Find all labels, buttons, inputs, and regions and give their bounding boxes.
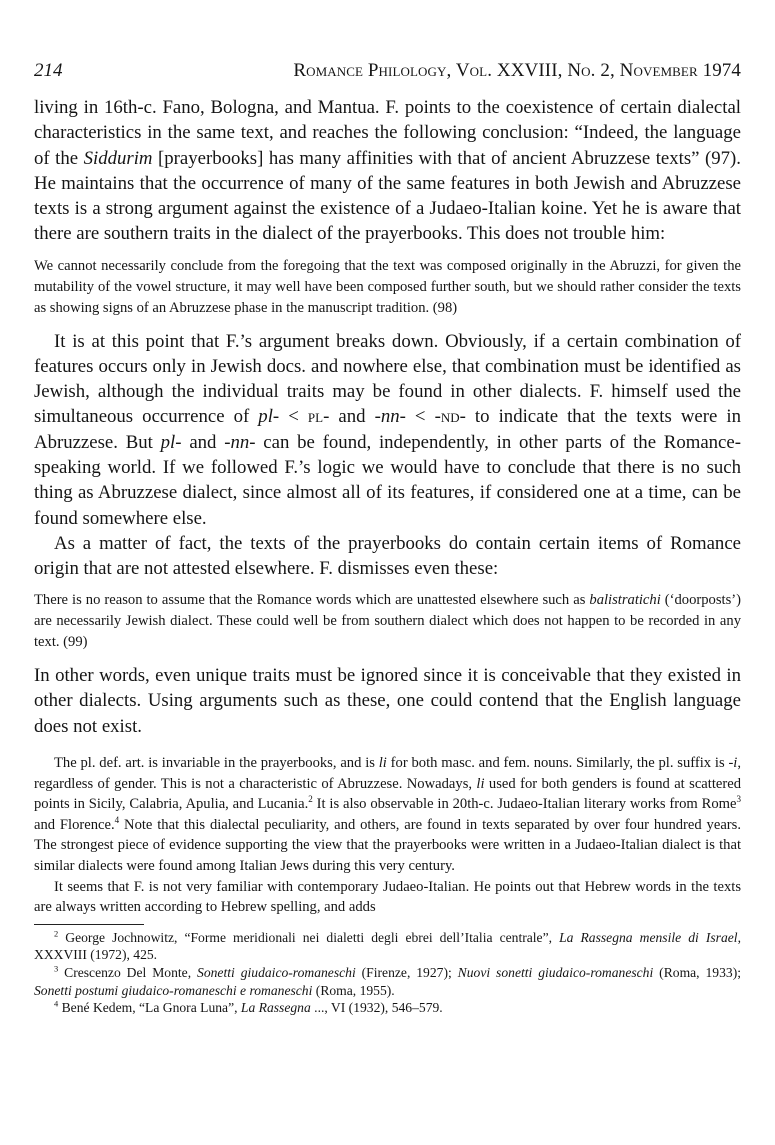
paragraph-6: It seems that F. is not very familiar with contemporary Judaeo-Italian. He points out that Hebrew words in the texts are always written according to Hebrew spelling, and adds [34, 878, 741, 916]
footnote-divider [34, 924, 144, 925]
running-title: Romance Philology, Vol. XXVIII, No. 2, November 1974 [293, 60, 741, 81]
paragraph-4: In other words, even unique traits must be ignored since it is conceivable that they existed in other dialects. Using arguments such as these, one could contend that the English language does not exist. [34, 665, 741, 737]
paragraph-5: The pl. def. art. is invariable in the prayerbooks, and is li for both masc. and fem. nouns. Similarly, the pl. suffix is -i, regardless of gender. This is not a characteristic of Abruzzese. Nowadays, li used for both genders is found at scattered points in Sicily, Calabria, Apulia, and Lucania.$^2$ It is also observable in 20th-c. Judaeo-Italian literary works from Rome$^3$ and Florence.$^4$ Note that this dialectal peculiarity, and others, are found in texts separated by over four hundred years. The strongest piece of evidence supporting the view that the prayerbooks were written in a Judaeo-Italian dialect is that similar dialects were found among Italian Jews during this very century. [34, 755, 742, 875]
block-quote-1: We cannot necessarily conclude from the foregoing that the text was composed originally in the Abruzzi, for given the mutability of the vowel structure, it may well have been composed further south, but we should rather consider the texts as showing signs of an Abruzzese phase in the manuscript tradition. (98) [34, 257, 741, 316]
page-header [34, 60, 741, 82]
page-number: 214 [34, 60, 63, 81]
term-balistratichi: balistratichi [589, 592, 661, 609]
footnote-ref-4[interactable]: 4 [114, 815, 120, 825]
block-quote-2: There is no reason to assume that the Romance words which are unattested elsewhere such as balistratichi (‘doorposts’) are necessarily Jewish dialect. These could well be from southern dialect which does not happen to be recorded in any text. (99) [34, 592, 741, 651]
page-body [34, 95, 741, 1017]
etymon-pl: pl [307, 406, 324, 428]
footnote-ref-3[interactable]: 3 [736, 794, 741, 805]
paragraph-3: As a matter of fact, the texts of the prayerbooks do contain certain items of Romance origin that are not attested elsewhere. F. dismisses even these: [34, 532, 741, 580]
footnote-ref-2[interactable]: 2 [308, 794, 313, 805]
footnote-3: $^3$ Crescenzo Del Monte, Sonetti giudaico-romaneschi (Firenze, 1927); Nuovi sonetti giudaico-romaneschi (Roma, 1933); Sonetti postumi giudaico-romaneschi e romaneschi (Roma, 1955). [34, 963, 741, 998]
footnote-2: $^2$ George Jochnowitz, “Forme meridionali nei dialetti degli ebrei dell’Italia centrale”, La Rassegna mensile di Israel, XXXVIII (1972), 425. [34, 928, 741, 963]
paragraph-1: living in 16th-c. Fano, Bologna, and Mantua. F. points to the coexistence of certain dialectal characteristics in the same text, and reaches the following conclusion: “Indeed, the language of the Siddurim [prayerbooks] has many affinities with that of ancient Abruzzese texts” (97). He maintains that the occurrence of many of the same features in both Jewish and Abruzzese texts is a strong argument against the existence of a Judaeo-Italian koine. Yet he is aware that there are southern traits in the dialect of the prayerbooks. This does not trouble him: [34, 97, 741, 245]
term-siddurim: Siddurim [83, 147, 153, 169]
etymon-nd: nd [440, 406, 460, 428]
footnote-4: $^4$ Bené Kedem, “La Gnora Luna”, La Rassegna ..., VI (1932), 546–579. [54, 998, 443, 1016]
paragraph-2: It is at this point that F.’s argument breaks down. Obviously, if a certain combination of features occurs only in Jewish docs. and nowhere else, that combination must be identified as Jewish, although the individual traits may be found in other dialects. F. himself used the simultaneous occurrence of pl- < pl- and -nn- < -nd- to indicate that the texts were in Abruzzese. But pl- and -nn- can be found, independently, in other parts of the Romance-speaking world. If we followed F.’s logic we would have to conclude that there is no such thing as Abruzzese dialect, since almost all of its features, if considered one at a time, can be found somewhere else. [34, 330, 741, 529]
